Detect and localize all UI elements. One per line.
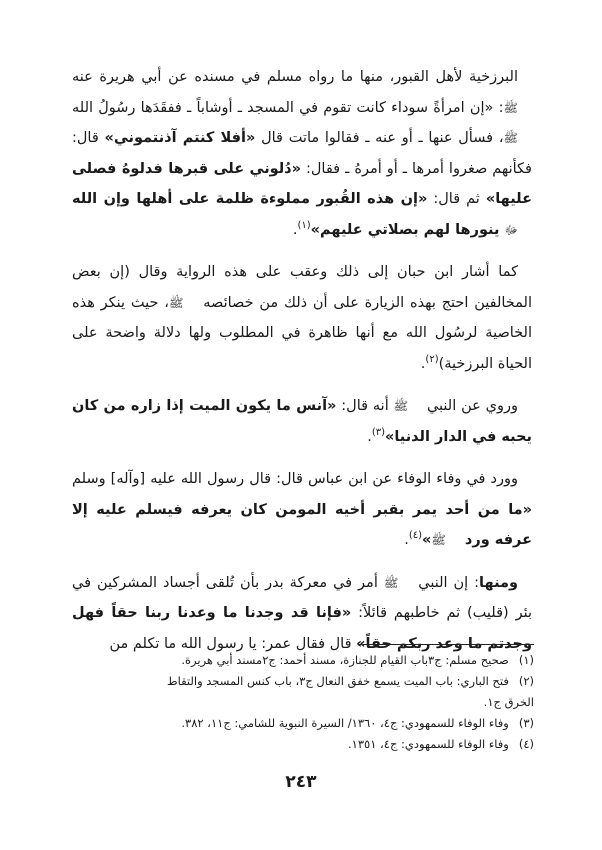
text-run: أمر في معركة بدر بأن تُلقى أجساد المشركين في بئر (قليب) ثم خاطبهم قائلاً: [72, 574, 532, 621]
footnote-continuation [72, 692, 534, 713]
quoted-hadith-text: «آنس ما يكون الميت إذا زاره من كان يحبه في الدار الدنيا» [72, 398, 532, 445]
footnote-reference: (١) [297, 219, 311, 231]
footnote-text: فتح الباري: باب الميت يسمع خفق النعال ج٣، باب كنس المسجد والتقاط [166, 674, 509, 688]
footnote-item [72, 734, 534, 755]
quoted-hadith-text: «أفلا كنتم آذنتموني» [104, 130, 256, 146]
footnote-divider [358, 644, 534, 645]
text-run: وروي عن النبي [422, 398, 519, 414]
page-number: ٢٤٣ [285, 772, 317, 792]
text-run: ، فسأل عنها ـ أو عنه ـ فقالوا ماتت قال [255, 130, 504, 146]
paragraph-1 [72, 62, 532, 245]
text-run: أنه قال: [336, 398, 394, 414]
text-run: . [420, 355, 426, 372]
text-run: وورد في وفاء الوفاء عن ابن عباس قال: قال رسول الله عليه [وآله] وسلم [72, 471, 518, 487]
text-run: . [292, 221, 298, 238]
text-run: . [367, 428, 372, 445]
paragraph-3 [72, 391, 532, 452]
footnotes-list [72, 650, 534, 755]
text-run: كما أشار ابن حبان إلى ذلك وعقب على هذه الرواية وقال (إن بعض المخالفين احتج بهذه الزيارة على أن ذلك من خصائصه [72, 264, 533, 311]
footnote-reference: (٤) [408, 530, 422, 542]
quoted-hadith-text: «إن هذه القُبور مملوءة ظلمة على أهلها وإن الله [72, 191, 428, 207]
footnote-number: (٤) [518, 737, 534, 751]
text-run: ثم قال: [427, 191, 486, 207]
text-run: قال: فكأنهم صغروا أمرها ـ أو أمرهُ ـ فقال: [72, 130, 532, 177]
quoted-hadith-text: ومنها [479, 574, 518, 591]
main-text [72, 62, 532, 659]
text-run: : «إن امرأةً سوداء كانت تقوم في المسجد ـ أوشاباً ـ ففقَدَها رسُولُ الله [72, 99, 504, 116]
footnote-reference: (٣) [371, 426, 385, 438]
text-run: البرزخية لأهل القبور، منها ما رواه مسلم في مسنده عن أبي هريرة عنه [72, 69, 518, 85]
quoted-hadith-text: ينورها لهم بصلاتي عليهم» [310, 221, 505, 238]
text-run: . [404, 532, 409, 548]
paragraph-5 [72, 568, 532, 660]
salawat-glyph: ﷺ [503, 131, 518, 145]
quoted-hadith-text: «فإنا قد وجدنا ما وعدنا ربنا حقاً فهل وجدتم ما وعد ربكم حقاً» [72, 605, 532, 652]
salawat-glyph: ﷺ [393, 399, 409, 413]
footnote-text: صحيح مسلم: ج٣باب القيام للجنازة، مسند أحمد: ج٢مسند أبي هريرة. [181, 653, 509, 667]
footnote-text: وفاء الوفاء للسمهودي: ج٤، ١٣٥١. [348, 737, 509, 751]
text-run: : إن النبي [412, 574, 480, 591]
footnote-item [72, 671, 534, 692]
text-run: قال فقال عمر: يا رسول الله ما تكلم من [109, 635, 357, 652]
text-run: ، حيث ينكر هذه الخاصية لرسُول الله مع أنها ظاهرة في المطلوب ولها دلالة واضحة على الحياة البرزخية) [72, 294, 532, 372]
footnote-item [72, 713, 534, 734]
footnote-item [72, 650, 534, 671]
paragraph-4 [72, 464, 532, 556]
quoted-hadith-text: «دُلوني على قبرها فدلوهُ فصلى عليها» [72, 160, 532, 207]
footnote-number: (١) [518, 653, 534, 667]
footnote-text: وفاء الوفاء للسمهودي: ج٤، ١٣٦٠/ السيرة النبوية للشامي: ج١١، ٣٨٢. [181, 716, 509, 730]
salawat-glyph: ﷻ [504, 222, 518, 237]
footnote-text: الخرق ج١. [483, 695, 534, 709]
salawat-glyph: ﷺ [431, 533, 446, 547]
footnote-reference: (٢) [425, 353, 439, 365]
footnote-number: (٣) [518, 716, 534, 730]
quoted-hadith-text: «ما من أحد يمر بقبر أخيه المومن كان يعرفه فيسلم عليه إلا عرفه ورد [72, 501, 532, 548]
paragraph-2 [72, 257, 532, 379]
salawat-glyph: ﷺ [383, 575, 399, 590]
salawat-glyph: ﷺ [503, 100, 518, 115]
salawat-glyph: ﷺ [168, 295, 184, 310]
quoted-hadith-text: » [422, 532, 432, 548]
footnote-number: (٢) [518, 674, 534, 688]
